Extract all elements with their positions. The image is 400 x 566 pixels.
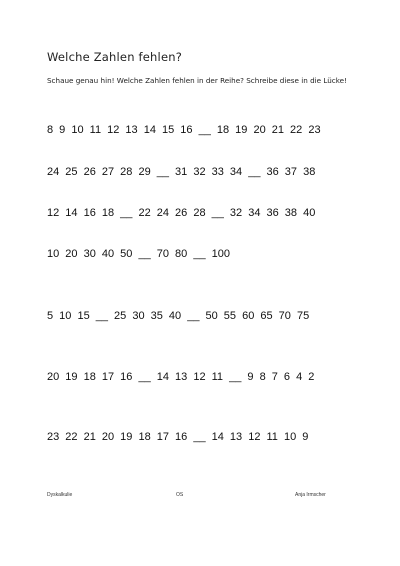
footer-subject: Dyskalkulie <box>47 492 73 498</box>
number-sequence-row-2: 24 25 26 27 28 29 __ 31 32 33 34 __ 36 37 38 <box>47 166 316 178</box>
number-sequence-row-7: 23 22 21 20 19 18 17 16 __ 14 13 12 11 10 9 <box>47 431 309 443</box>
number-sequence-row-1: 8 9 10 11 12 13 14 15 16 __ 18 19 20 21 22 23 <box>47 124 321 136</box>
footer-author: Anja Irmscher <box>295 492 326 498</box>
worksheet-instruction: Schaue genau hin! Welche Zahlen fehlen in der Reihe? Schreibe diese in die Lücke! <box>47 76 347 85</box>
worksheet-title: Welche Zahlen fehlen? <box>47 50 183 64</box>
number-sequence-row-3: 12 14 16 18 __ 22 24 26 28 __ 32 34 36 38 40 <box>47 207 316 219</box>
footer-level: OS <box>176 492 184 498</box>
number-sequence-row-4: 10 20 30 40 50 __ 70 80 __ 100 <box>47 248 230 260</box>
number-sequence-row-5: 5 10 15 __ 25 30 35 40 __ 50 55 60 65 70 75 <box>47 310 310 322</box>
number-sequence-row-6: 20 19 18 17 16 __ 14 13 12 11 __ 9 8 7 6 4 2 <box>47 371 315 383</box>
